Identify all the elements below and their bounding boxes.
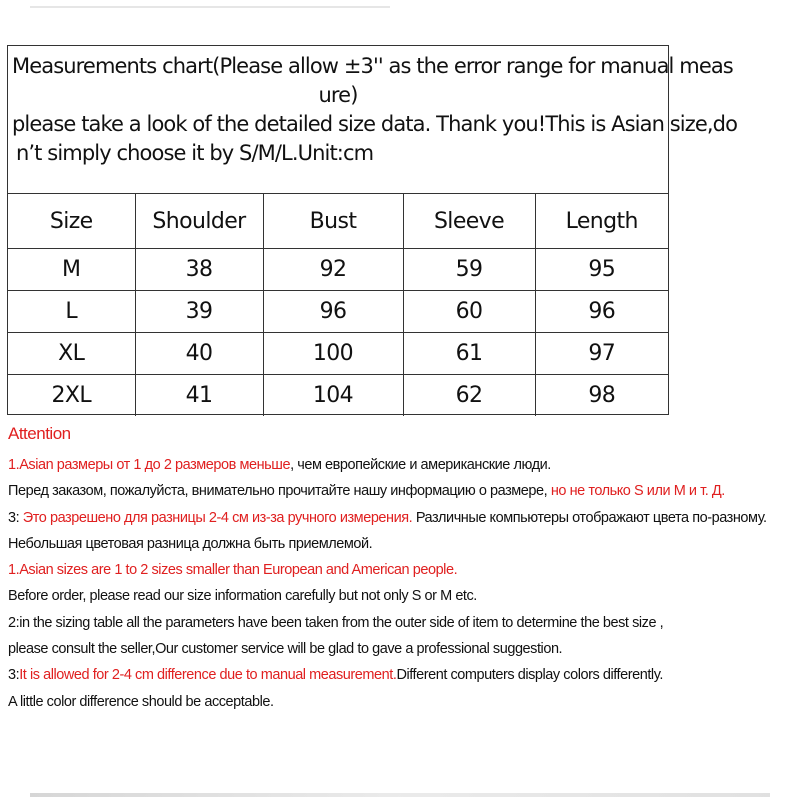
table-cell: 92 bbox=[263, 249, 403, 291]
note-line bbox=[8, 505, 798, 531]
note-line bbox=[8, 531, 798, 557]
note-line bbox=[8, 662, 798, 688]
note-text: , чем европейские и американские люди. bbox=[290, 457, 551, 473]
table-cell: 39 bbox=[135, 291, 263, 333]
note-text: 3: bbox=[8, 667, 20, 684]
column-header: Size bbox=[8, 194, 135, 249]
note-text: A little color difference should be acceptable. bbox=[8, 693, 274, 710]
note-text: Различные компьютеры отображают цвета по-разному. bbox=[412, 509, 767, 526]
table-cell: XL bbox=[8, 333, 135, 375]
header-line-1: Measurements chart(Please allow ±3'' as the error range for manual meas bbox=[12, 54, 733, 78]
note-line bbox=[8, 557, 798, 583]
table-cell: 2XL bbox=[8, 375, 135, 417]
header-line-2: ure) bbox=[318, 83, 358, 107]
table-cell: 40 bbox=[135, 333, 263, 375]
table-cell: M bbox=[8, 249, 135, 291]
note-text-red: 1.Asian sizes are 1 to 2 sizes smaller than European and American people. bbox=[8, 562, 458, 579]
note-text-red: Это разрешено для разницы 2-4 см из-за ручного измерения. bbox=[22, 509, 413, 526]
note-text: Different computers display colors differently. bbox=[396, 667, 664, 684]
table-row bbox=[8, 375, 668, 417]
table-cell: L bbox=[8, 291, 135, 333]
note-text: Before order, please read our size information carefully but not only S or M etc. bbox=[8, 588, 477, 605]
table-cell: 100 bbox=[263, 333, 403, 375]
note-line bbox=[8, 583, 798, 609]
note-text: 2:in the sizing table all the parameters have been taken from the outer side of item to determine the best size , bbox=[8, 614, 664, 631]
table-cell: 60 bbox=[403, 291, 535, 333]
measurement-chart bbox=[7, 45, 738, 415]
note-line bbox=[8, 478, 798, 504]
table-cell: 96 bbox=[535, 291, 668, 333]
table-cell: 38 bbox=[135, 249, 263, 291]
table-cell: 104 bbox=[263, 375, 403, 417]
column-header: Length bbox=[535, 194, 668, 249]
table-row bbox=[8, 291, 668, 333]
note-line bbox=[8, 610, 798, 636]
attention-heading: Attention bbox=[8, 424, 71, 443]
note-text: please consult the seller,Our customer service will be glad to gave a professional suggestion. bbox=[8, 641, 563, 658]
note-text-red: 1.Asian размеры от 1 до 2 размеров меньше bbox=[8, 457, 291, 473]
bottom-edge-artifact bbox=[30, 793, 770, 797]
table-cell: 96 bbox=[263, 291, 403, 333]
table-cell: 41 bbox=[135, 375, 263, 417]
header-line-3: please take a look of the detailed size data. Thank you!This is Asian size,do bbox=[12, 112, 738, 136]
table-cell: 61 bbox=[403, 333, 535, 375]
note-text-red: но не только S или M и т. Д. bbox=[547, 483, 725, 500]
top-edge-artifact bbox=[30, 6, 390, 8]
size-table bbox=[8, 194, 668, 416]
column-header: Shoulder bbox=[135, 194, 263, 249]
table-cell: 62 bbox=[403, 375, 535, 417]
chart-header bbox=[8, 46, 738, 194]
note-line bbox=[8, 452, 798, 478]
column-header: Sleeve bbox=[403, 194, 535, 249]
table-header-row bbox=[8, 194, 668, 249]
table-row bbox=[8, 333, 668, 375]
table-cell: 98 bbox=[535, 375, 668, 417]
table-row bbox=[8, 249, 668, 291]
column-header: Bust bbox=[263, 194, 403, 249]
table-cell: 59 bbox=[403, 249, 535, 291]
note-text: Перед заказом, пожалуйста, внимательно прочитайте нашу информацию о размере, bbox=[8, 483, 548, 500]
header-line-4: n’t simply choose it by S/M/L.Unit:cm bbox=[16, 141, 374, 165]
table-cell: 95 bbox=[535, 249, 668, 291]
note-text-red: It is allowed for 2-4 cm difference due to manual measurement. bbox=[19, 667, 397, 684]
notes-block bbox=[8, 452, 798, 715]
note-text: Небольшая цветовая разница должна быть приемлемой. bbox=[8, 535, 373, 552]
note-text: 3: bbox=[8, 509, 23, 526]
note-line bbox=[8, 689, 798, 715]
table-cell: 97 bbox=[535, 333, 668, 375]
note-line bbox=[8, 636, 798, 662]
